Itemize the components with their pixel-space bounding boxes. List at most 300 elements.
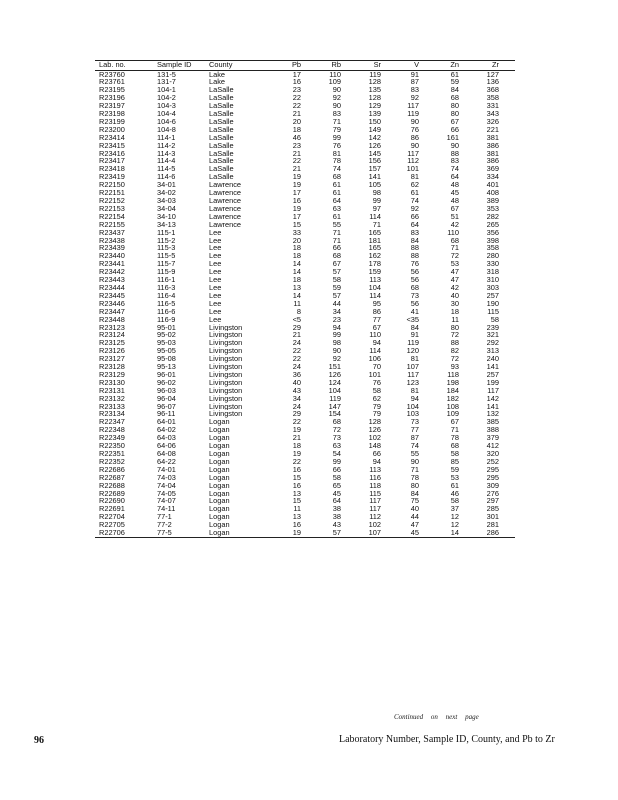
cell-v: 76 [410,260,419,269]
page-number: 96 [34,735,44,746]
cell-pb: 19 [292,426,301,435]
table-row [95,165,515,173]
cell-sample-id: 114-4 [157,157,176,166]
cell-sample-id: 96-04 [157,394,176,403]
cell-rb: 61 [332,181,341,190]
cell-zr: 190 [486,299,499,308]
cell-rb: 44 [332,299,341,308]
cell-pb: 17 [292,189,301,197]
header-pb: Pb [265,61,301,71]
cell-rb: 154 [328,410,341,419]
cell-zr: 343 [486,110,499,118]
cell-zr: 281 [486,521,499,530]
cell-zr: 379 [486,434,499,443]
cell-sr: 178 [368,260,381,269]
cell-sr: 117 [369,505,381,514]
cell-sr: 94 [372,457,381,466]
cell-lab-no: R23123 [99,323,125,332]
cell-county: Logan [209,489,230,498]
header-sample-id: Sample ID [153,61,209,71]
cell-lab-no: R23197 [99,102,125,111]
cell-county: Logan [209,505,230,514]
cell-v: 47 [410,521,419,530]
cell-v: 120 [406,347,419,356]
cell-pb: 23 [292,141,301,150]
cell-lab-no: R23448 [99,315,125,324]
cell-zn: 83 [450,157,459,166]
cell-sample-id: 74-04 [157,481,176,490]
cell-lab-no: R23441 [99,260,125,269]
cell-pb: 22 [292,157,301,166]
cell-zn: 58 [450,450,459,458]
cell-pb: 23 [292,86,301,95]
cell-lab-no: R23447 [99,307,125,316]
cell-zn: 48 [450,197,459,205]
cell-sample-id: 74-03 [157,473,176,482]
cell-rb: 78 [332,157,341,166]
cell-zn: 80 [450,110,459,118]
cell-rb: 151 [328,363,341,371]
table-row [95,308,515,316]
geochemistry-table [95,60,515,538]
cell-sr: 116 [369,473,381,482]
cell-county: Lee [209,252,222,261]
table-row [95,316,515,324]
cell-zn: 80 [450,323,459,332]
cell-v: 55 [410,450,419,458]
cell-v: 123 [406,378,419,387]
cell-lab-no: R22350 [99,442,125,450]
cell-zr: 117 [487,386,499,395]
cell-sr: 79 [372,402,381,411]
cell-sr: 98 [372,189,381,197]
cell-sr: 102 [368,434,381,443]
cell-zr: 127 [486,70,499,79]
cell-sr: 149 [368,125,381,134]
cell-lab-no: R23417 [99,157,125,166]
cell-zr: 326 [486,117,499,126]
table-row [95,221,515,229]
table-row [95,134,515,142]
cell-lab-no: R23134 [99,410,125,419]
cell-zn: 198 [446,378,459,387]
cell-pb: 17 [292,70,301,79]
table-row [95,292,515,300]
running-title: Laboratory Number, Sample ID, County, and Pb to Zr [339,734,555,745]
cell-lab-no: R23199 [99,117,125,126]
cell-county: Lee [209,291,222,300]
table-row [95,197,515,205]
cell-sr: 106 [368,355,381,364]
table-row [95,276,515,284]
cell-zr: 320 [486,450,499,458]
cell-county: LaSalle [209,102,234,111]
cell-county: Lee [209,276,222,284]
cell-zn: 88 [450,149,459,158]
cell-county: Lake [209,70,226,79]
cell-sr: 135 [368,86,381,95]
cell-county: LaSalle [209,125,234,134]
cell-sr: 113 [369,276,381,284]
cell-county: Livingston [209,402,243,411]
table-row [95,371,515,379]
cell-v: 73 [410,291,419,300]
table-row [95,490,515,498]
cell-v: 66 [410,212,419,221]
cell-v: 107 [406,363,419,371]
cell-zn: 47 [450,268,459,277]
cell-zn: 14 [419,529,459,537]
cell-rb: 38 [332,513,341,522]
cell-rb: 63 [332,442,341,450]
cell-sample-id: 116-9 [157,315,176,324]
cell-v: 56 [410,299,419,308]
cell-pb: 24 [292,402,301,411]
cell-zr: 221 [486,125,499,134]
cell-zn: 46 [450,489,459,498]
cell-pb: 40 [292,378,301,387]
cell-v: 94 [410,394,419,403]
table-row [95,505,515,513]
cell-county: Lawrence [209,212,242,221]
cell-rb: 99 [332,133,341,142]
cell-zr: 257 [486,291,499,300]
cell-sample-id: 77-5 [153,529,209,537]
cell-lab-no: R23418 [99,165,125,174]
cell-sample-id: 77-1 [157,513,172,522]
cell-sample-id: 116-3 [157,283,176,292]
cell-county: Livingston [209,355,243,364]
cell-sr: 115 [369,489,381,498]
cell-zn: 184 [446,386,459,395]
cell-sample-id: 114-5 [157,165,176,174]
cell-sr: 113 [369,465,381,474]
cell-county: Logan [209,418,230,427]
cell-pb: 46 [292,133,301,142]
cell-zn: 12 [450,513,459,522]
cell-pb: 14 [292,291,301,300]
cell-zr: 303 [486,283,499,292]
cell-zr: 301 [486,513,499,522]
cell-rb: 65 [332,481,341,490]
cell-v: 119 [407,110,419,118]
cell-rb: 68 [332,252,341,261]
cell-county: LaSalle [209,117,234,126]
cell-v: 40 [410,505,419,514]
cell-v: 78 [410,473,419,482]
cell-pb: 22 [292,418,301,427]
cell-lab-no: R23443 [99,276,125,284]
cell-v: 101 [406,165,419,174]
cell-pb: 22 [292,94,301,103]
cell-v: 56 [410,268,419,277]
cell-rb: 110 [329,70,341,79]
cell-county: Lawrence [209,204,242,213]
cell-sr: 129 [368,102,381,111]
cell-zn: 64 [450,173,459,182]
cell-v: 112 [407,157,419,166]
table-row [95,205,515,213]
cell-v: 91 [410,331,419,340]
cell-sr: 107 [341,529,381,537]
cell-county: LaSalle [209,157,234,166]
cell-county: Logan [209,457,230,466]
cell-zr: 58 [490,315,499,324]
header-zr: Zr [459,61,515,71]
cell-pb: 22 [292,457,301,466]
cell-lab-no: R23416 [99,149,125,158]
cell-zn: 18 [450,307,459,316]
cell-zr: 141 [486,363,499,371]
cell-rb: 81 [332,149,341,158]
cell-lab-no: R23129 [99,370,125,379]
cell-sample-id: 116-6 [157,307,176,316]
cell-rb: 68 [332,418,341,427]
cell-rb: 99 [332,331,341,340]
cell-rb: 68 [332,173,341,182]
cell-sample-id: 114-3 [157,149,176,158]
cell-sample-id: 64-08 [157,450,176,458]
cell-rb: 147 [328,402,341,411]
cell-zr: 318 [486,268,499,277]
table-row [95,497,515,505]
table-row [95,118,515,126]
cell-county: Lawrence [209,197,242,205]
cell-sr: 141 [368,173,381,182]
cell-zr: 385 [486,418,499,427]
cell-v: 76 [410,125,419,134]
cell-lab-no: R22150 [99,181,125,190]
cell-pb: 14 [292,268,301,277]
cell-sr: 77 [372,315,381,324]
cell-sr: 95 [372,299,381,308]
cell-v: 87 [410,434,419,443]
cell-sample-id: 74-05 [157,489,176,498]
cell-zr: 141 [486,402,499,411]
cell-pb: 19 [292,204,301,213]
cell-sample-id: 104-4 [157,110,176,118]
cell-sample-id: 114-6 [157,173,176,182]
cell-zr: 142 [486,394,499,403]
cell-zr: 368 [486,86,499,95]
cell-v: 103 [406,410,419,419]
cell-v: <35 [406,315,419,324]
cell-zn: 51 [450,212,459,221]
cell-county: Lee [209,260,222,269]
cell-zn: 72 [450,355,459,364]
cell-pb: 18 [292,276,301,284]
table-row [95,458,515,466]
cell-county: Lee [209,236,222,245]
cell-sample-id: 96-07 [157,402,176,411]
cell-v: 74 [410,442,419,450]
cell-county: LaSalle [209,141,234,150]
cell-sample-id: 104-3 [157,102,176,111]
cell-rb: 90 [332,102,341,111]
cell-lab-no: R22153 [99,204,125,213]
cell-rb: 58 [332,276,341,284]
cell-county: Livingston [209,410,243,419]
cell-sample-id: 96-03 [157,386,176,395]
cell-rb: 90 [332,86,341,95]
cell-sample-id: 95-01 [157,323,176,332]
cell-sr: 118 [369,481,381,490]
table-row [95,395,515,403]
cell-sample-id: 74-07 [157,497,176,506]
table-row [95,237,515,245]
cell-rb: 104 [328,386,341,395]
cell-pb: 19 [265,529,301,537]
cell-lab-no: R23438 [99,236,125,245]
cell-pb: 18 [292,244,301,253]
cell-county: Lee [209,283,222,292]
cell-zr: 408 [486,189,499,197]
cell-lab-no: R23761 [99,78,125,87]
cell-county: Lee [209,307,222,316]
cell-zr: 353 [486,204,499,213]
cell-pb: 19 [292,450,301,458]
cell-v: 75 [410,497,419,506]
cell-rb: 99 [332,457,341,466]
cell-lab-no: R22155 [99,220,125,229]
cell-lab-no: R22706 [95,529,153,537]
cell-zr: 398 [486,236,499,245]
cell-zr: 239 [486,323,499,332]
cell-zr: 412 [486,442,499,450]
cell-zr: 252 [486,457,499,466]
cell-zn: 53 [450,473,459,482]
cell-sr: 150 [368,117,381,126]
cell-v: 41 [410,307,419,316]
cell-sr: 104 [368,283,381,292]
table-row [95,355,515,363]
cell-pb: 20 [292,236,301,245]
header-rb: Rb [301,61,341,71]
cell-rb: 119 [329,394,341,403]
cell-v: 86 [410,133,419,142]
cell-lab-no: R22689 [99,489,125,498]
cell-sample-id: 115-9 [157,268,176,277]
cell-lab-no: R23414 [99,133,125,142]
cell-county: Lee [209,244,222,253]
cell-lab-no: R22352 [99,457,125,466]
cell-v: 92 [410,94,419,103]
cell-zn: 66 [450,125,459,134]
table-row [95,260,515,268]
cell-sample-id: 34-03 [157,197,176,205]
table-row [95,244,515,252]
table-row [95,189,515,197]
cell-zn: 59 [450,465,459,474]
table-row [95,529,515,537]
cell-sample-id: 95-13 [157,363,176,371]
cell-county: Logan [209,465,230,474]
cell-sample-id: 64-02 [157,426,176,435]
cell-sample-id: 115-2 [157,236,176,245]
cell-zr: 313 [486,347,499,356]
cell-v: 117 [407,370,419,379]
table-row [95,78,515,86]
cell-zn: 67 [450,418,459,427]
cell-pb: 36 [292,370,301,379]
cell-lab-no: R22351 [99,450,125,458]
cell-zn: 47 [450,276,459,284]
cell-county: Lee [209,315,222,324]
cell-pb: 21 [292,165,301,174]
cell-rb: 67 [332,260,341,269]
cell-zn: 110 [447,228,459,237]
cell-lab-no: R23198 [99,110,125,118]
cell-sr: 105 [368,181,381,190]
cell-rb: 64 [332,497,341,506]
cell-sample-id: 34-10 [157,212,176,221]
cell-county: Logan [209,497,230,506]
cell-rb: 61 [332,212,341,221]
cell-rb: 55 [332,220,341,229]
cell-pb: 16 [292,78,301,87]
cell-sample-id: 74-11 [157,505,176,514]
cell-lab-no: R23195 [99,86,125,95]
table-header-row [95,61,515,71]
table-row [95,229,515,237]
cell-sr: 119 [369,70,381,79]
cell-sr: 162 [368,252,381,261]
cell-sample-id: 96-11 [157,410,176,419]
cell-sr: 110 [369,331,381,340]
table-row [95,513,515,521]
cell-sr: 114 [369,347,381,356]
table-row [95,403,515,411]
cell-zr: 381 [486,149,499,158]
cell-zn: 53 [450,260,459,269]
cell-zn: 74 [450,165,459,174]
cell-zr: 292 [486,339,499,348]
cell-v: 104 [406,402,419,411]
cell-zr: 257 [486,370,499,379]
cell-zn: 67 [450,204,459,213]
cell-rb: 57 [301,529,341,537]
cell-zr: 386 [486,157,499,166]
cell-county: Livingston [209,378,243,387]
cell-sr: 165 [368,228,381,237]
cell-rb: 126 [328,370,341,379]
cell-county: LaSalle [209,86,234,95]
table-row [95,410,515,418]
cell-rb: 74 [332,165,341,174]
cell-zr: 282 [486,212,499,221]
cell-zr: 310 [486,276,499,284]
cell-county: Lee [209,268,222,277]
cell-rb: 38 [332,505,341,514]
cell-lab-no: R23437 [99,228,125,237]
cell-sample-id: 64-03 [157,434,176,443]
cell-rb: 64 [332,197,341,205]
cell-sr: 99 [372,197,381,205]
cell-rb: 90 [332,347,341,356]
cell-v: 119 [407,339,419,348]
cell-v: 62 [410,181,419,190]
cell-lab-no: R22348 [99,426,125,435]
table-row [95,450,515,458]
cell-rb: 66 [332,465,341,474]
table-row [95,442,515,450]
cell-rb: 63 [332,204,341,213]
cell-v: 81 [410,355,419,364]
cell-county: Livingston [209,363,243,371]
cell-sr: 112 [369,513,381,522]
cell-sample-id: 34-13 [157,220,176,229]
cell-zr: 401 [486,181,499,190]
